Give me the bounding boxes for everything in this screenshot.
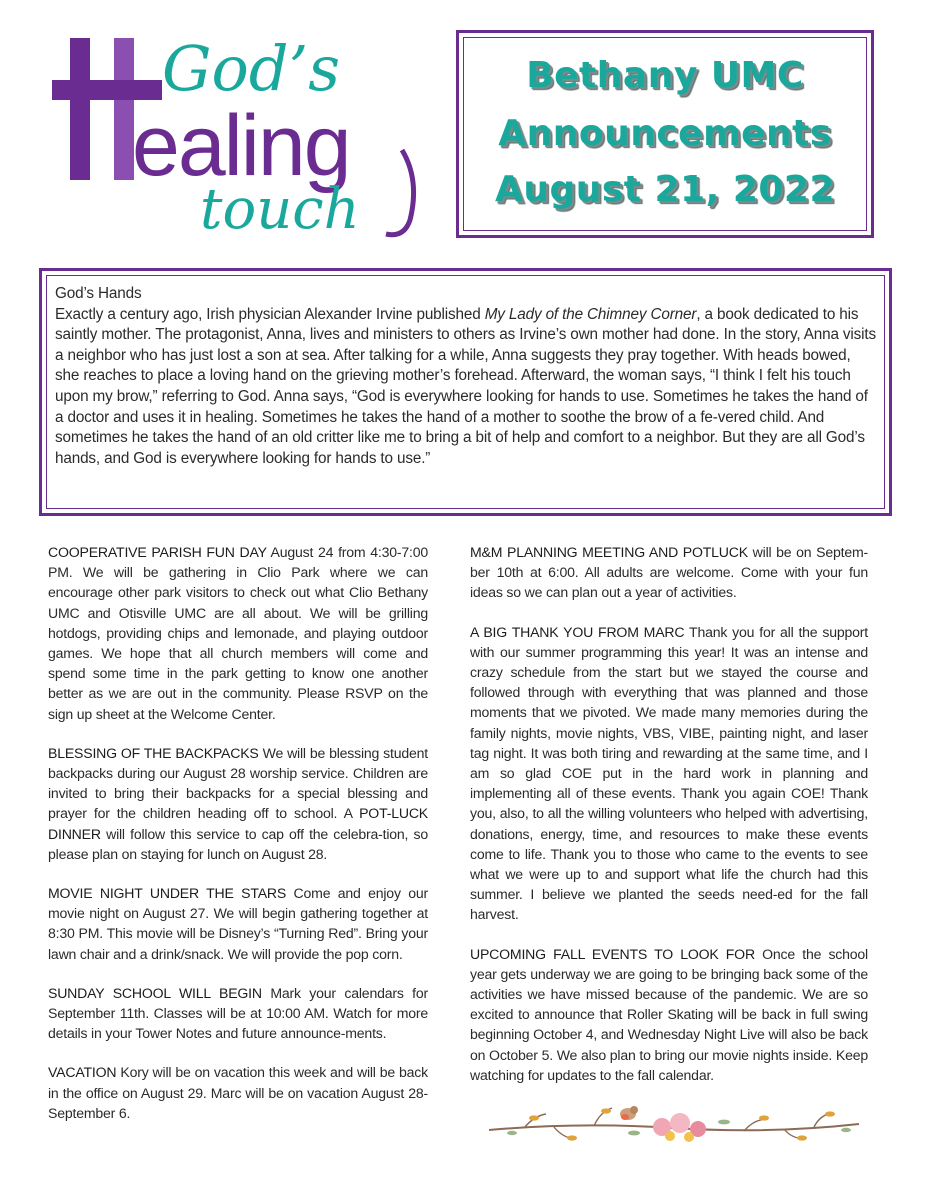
announcement-body: Thank you for all the support with our summer programming this year! It was an intense and crazy schedule from the start but we stayed the course and followed through with everything that was planned and those moments that we pivoted. We made many memories during the family nights, movie nights, VBS, VIBE, painting night, and laser tag night. It was both tiring and rewarding at the same time, and I am so glad COE put in the hard work in planning and implementing all of these events. Thank you again COE! Thank you, also, to all the willing volunteers who helped with advertising, donations, energy, time, and resources to make these events come to life. Thank you to those who came to the events to see what we were up to and support what life the church had this summer. I believe we planted the seeds need-ed for the fall harvest. bbox=[470, 623, 868, 923]
feature-text bbox=[55, 284, 877, 469]
announcement-body: will be on Septem-ber 10th at 6:00. All adults are welcome. Come with your fun ideas so we can plan out a year of activities. bbox=[470, 544, 868, 601]
left-column bbox=[48, 542, 428, 1142]
bulletin-title-box bbox=[456, 30, 874, 238]
announcement-body: We will be blessing student backpacks during our August 28 worship service. Children are invited to bring their backpacks for a special blessing and prayer for the children heading off to school. A bbox=[48, 744, 428, 822]
announcement-fall-events bbox=[470, 944, 868, 1085]
announcement-movie-night bbox=[48, 883, 428, 964]
gods-healing-touch-logo bbox=[52, 30, 442, 245]
announcement-sunday-school bbox=[48, 983, 428, 1044]
announcement-mm-planning bbox=[470, 542, 868, 603]
bulletin-date: August 21, 2022 bbox=[494, 169, 836, 210]
announcement-body: Mark your calendars for September 11th. Classes will be at 10:00 AM. Watch for more details in your Tower Notes and future announce-ments. bbox=[48, 984, 429, 1042]
announcement-heading: COOPERATIVE PARISH FUN DAY bbox=[48, 544, 267, 560]
announcement-body: Kory will be on vacation this week and will be back in the office on August 29. Marc will be on vacation August 28-September 6. bbox=[48, 1064, 428, 1121]
announcements-title: Announcements bbox=[498, 113, 832, 154]
announcement-body: Come and enjoy our movie night on August 27. We will begin gathering together at 8:30 PM. This movie will be Disney’s “Turning Red”. Bring your lawn chair and a drink/snack. We will provide the pop corn. bbox=[48, 885, 428, 962]
floral-branch-decoration bbox=[484, 1100, 864, 1146]
announcement-heading: M&M PLANNING MEETING AND POTLUCK bbox=[470, 544, 748, 560]
feature-heading: God’s Hands bbox=[55, 285, 142, 302]
right-column bbox=[470, 542, 868, 1104]
svg-text:ealing: ealing bbox=[132, 98, 350, 194]
feature-body bbox=[55, 305, 877, 470]
feature-body-rest: , a book dedicated to his saintly mother. The protagonist, Anna, lives and ministers to others as Irvine’s own mother had done. In the story, Anna visits a neighbor who has just lost a son at sea. After talking for a while, Anna suggests they pray together. With heads bowed, she reaches to place a loving hand on the grieving mother’s forehead. Afterward, the woman says, “I think I felt his touch upon my brow,” referring to God. Anna says, “God is everywhere looking for hands to use. Sometimes he takes the hand of a doctor and uses it in healing. Sometimes he takes the hand of a mother to soothe the brow of a fe-vered child. And sometimes he takes the hand of an old critter like me to bring a bit of help and comfort to a neighbor. But they are all God’s hands, and God is everywhere looking for hands to use.” bbox=[55, 305, 877, 467]
book-title: My Lady of the Chimney Corner bbox=[484, 305, 697, 323]
announcement-thank-you-marc bbox=[470, 622, 868, 925]
church-name: Bethany UMC bbox=[526, 55, 804, 96]
announcement-vacation bbox=[48, 1062, 428, 1123]
announcement-parish-fun-day bbox=[48, 542, 428, 724]
announcement-body-continued: will follow this service to cap off the celebra-tion, so please plan on staying for lunch on August 28. bbox=[48, 825, 428, 862]
announcement-blessing-backpacks bbox=[48, 743, 428, 864]
announcement-subheading: POT-LUCK DINNER bbox=[48, 805, 428, 842]
announcement-heading: UPCOMING FALL EVENTS TO LOOK FOR bbox=[470, 945, 755, 962]
announcement-body: Once the school year gets underway we are going to be bringing back some of the activities we have missed because of the pandemic. We are so excited to announce that Roller Skating will be back in full swing beginning October 4, and Wednesday Night Live will also be back on October 5. We also plan to bring our movie nights inside. Keep watching for updates to the fall calendar. bbox=[470, 945, 868, 1083]
announcement-heading: SUNDAY SCHOOL WILL BEGIN bbox=[48, 984, 262, 1001]
feature-body-intro: Exactly a century ago, Irish physician Alexander Irvine published bbox=[55, 305, 485, 323]
logo-graphic bbox=[52, 30, 442, 245]
announcement-body: August 24 from 4:30-7:00 PM. We will be gathering in Clio Park where we can encourage other park visitors to check out what Clio Bethany UMC and Otisville UMC are all about. We will be grilling hotdogs, providing chips and lemonade, and playing outdoor games. We hope that all church members will come and spend some time in the park getting to know one another better as we are out in the community. Please RSVP on the sign up sheet at the Welcome Center. bbox=[48, 544, 428, 722]
announcement-heading: BLESSING OF THE BACKPACKS bbox=[48, 744, 259, 761]
gods-hands-feature-box bbox=[39, 268, 892, 516]
svg-text:touch: touch bbox=[200, 177, 360, 242]
announcement-heading: MOVIE NIGHT UNDER THE STARS bbox=[48, 885, 287, 902]
floral-branch-graphic bbox=[484, 1100, 864, 1146]
svg-text:God’s: God’s bbox=[162, 32, 341, 105]
announcement-heading: A BIG THANK YOU FROM MARC bbox=[470, 623, 685, 640]
announcement-heading: VACATION bbox=[48, 1064, 117, 1081]
